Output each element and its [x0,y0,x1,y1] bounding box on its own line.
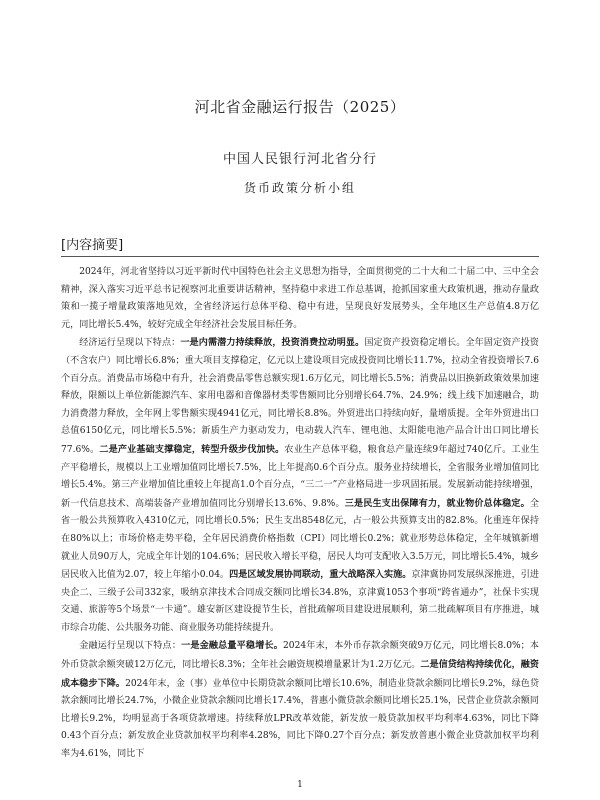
paragraph-3-bold-2: 二是信贷结构持续优化，融资成本稳步下降。 [61,659,539,689]
paragraph-3 [61,637,539,763]
paragraph-2-run-5: 京津冀协同发展纵深推进，引进央企二、三级子公司332家，吸纳京津技术合同成交额同比增长34.8%，京津冀1053个事项“跨省通办”，社保卡实现交通、旅游等5个场景“一卡通”。雄安新区建设提节生长，首批疏解项目建设进展顺利，第二批疏解项目有序推进，城市综合功能、公共服务功能、商业服务功能持续提升。 [61,570,539,633]
paragraph-2-bold-1: 一是内需潜力持续释放，投资消费拉动明显。 [180,337,365,349]
paragraph-3-run-2: 2024年末，本外币存款余额突破9万亿元，同比增长8.0%；本外币贷款余额突破12万亿元，同比增长8.3%；全年社会融资规模增量累计为1.2万亿元。 [61,641,539,671]
paragraph-2-run-4: 全省一般公共预算收入4310亿元，同比增长0.5%；民生支出8548亿元，占一般公共预算支出的82.8%。化重连年保持在80%以上；市场价格走势平稳，全年居民消费价格指数（CPI）同比增长0.2%；就业形势总体稳定，全年城镇新增就业人员90万人，完成全年计划的104.6%；居民收入增长平稳，居民人均可支配收入3.5万元，同比增长5.4%，城乡居民收入比值为2.07，较上年缩小0.04。 [61,498,539,581]
paragraph-3-run-3: 2024年末，金（事）业单位中长期贷款余额同比增长10.6%，制造业贷款余额同比增长9.2%，绿色贷款余额同比增长24.7%，小微企业贷款余额同比增长17.4%，普惠小微贷款余额同比增长25.1%，民营企业贷款余额同比增长9.2%，均明显高于各项贷款增速。持续释放LPR改革效能，新发放一般贷款加权平均利率4.63%，同比下降0.43个百分点；新发放企业贷款加权平均利率4.28%，同比下降0.27个百分点；新发放普惠小微企业贷款加权平均利率为4.61%，同比下 [61,678,539,760]
section-divider [61,256,539,257]
summary-body [61,264,539,764]
paragraph-1-run-1: 2024年，河北省坚持以习近平新时代中国特色社会主义思想为指导，全面贯彻党的二十大和二十届二中、三中全会精神，深入落实习近平总书记视察河北重要讲话精神，坚持稳中求进工作总基调，抢抓国家重大政策机遇，推动存量政策和一揽子增量政策落地见效，全省经济运行总体平稳、稳中有进，呈现良好发展势头，全年地区生产总值4.8万亿元，同比增长5.4%，较好完成全年经济社会发展目标任务。 [61,267,539,330]
organization-name: 中国人民银行河北省分行 [222,152,377,167]
department-name: 货币政策分析小组 [243,181,356,195]
paragraph-2-run-3: 农业生产总体平稳，粮食总产量连续9年超过740亿斤。工业生产平稳增长，规模以上工业增加值同比增长7.5%，比上年提高0.6个百分点。服务业持续增长，全省服务业增加值同比增长5.4%。第三产业增加值比重较上年提高1.0个百分点，“三二一”产业格局进一步巩固拓展。发展新动能持续增强，新一代信息技术、高端装备产业增加值同比分别增长13.6%、9.8%。 [61,444,539,509]
paragraph-3-bold-1: 一是金融总量平稳增长。 [181,640,283,652]
paragraph-2-bold-4: 四是区域发展协同联动，重大战略深入实施。 [229,569,412,581]
paragraph-3-run-1: 金融运行呈现以下特点： [79,641,182,652]
paragraph-1 [61,264,539,334]
paragraph-2-bold-2: 二是产业基础支撑稳定，转型升级步伐加快。 [99,443,285,455]
paragraph-2-bold-3: 三是民生支出保障有力，就业物价总体稳定。 [344,497,530,509]
report-title: 河北省金融运行报告（2025） [194,98,406,116]
paragraph-2-run-1: 经济运行呈现以下特点： [79,338,181,349]
section-heading: [内容摘要] [61,238,124,253]
paragraph-2-run-2: 国定资产投资稳定增长。全年固定资产投资（不含农户）同比增长6.8%；重大项目支撑稳定，亿元以上建设项目完成投资同比增长11.7%，拉动全省投资增长7.6个百分点。消费品市场稳中有升，社会消费品零售总额实现1.6万亿元，同比增长5.5%；消费品以旧换新政策效果加速释放，限额以上单位新能源汽车、家用电器和音像器材类零售额同比分别增长64.7%、24.9%；线上线下加速融合，助力消费潜力释放，全年网上零售额实现4941亿元，同比增长8.8%。外贸进出口持续向好，量增质提。全年外贸进出口总值6150亿元，同比增长5.5%；新质生产力驱动发力，电动载人汽车、锂电池、太阳能电池产品合计出口同比增长77.6%。 [61,338,539,455]
page-number: 1 [297,780,303,790]
paragraph-2 [61,334,539,637]
